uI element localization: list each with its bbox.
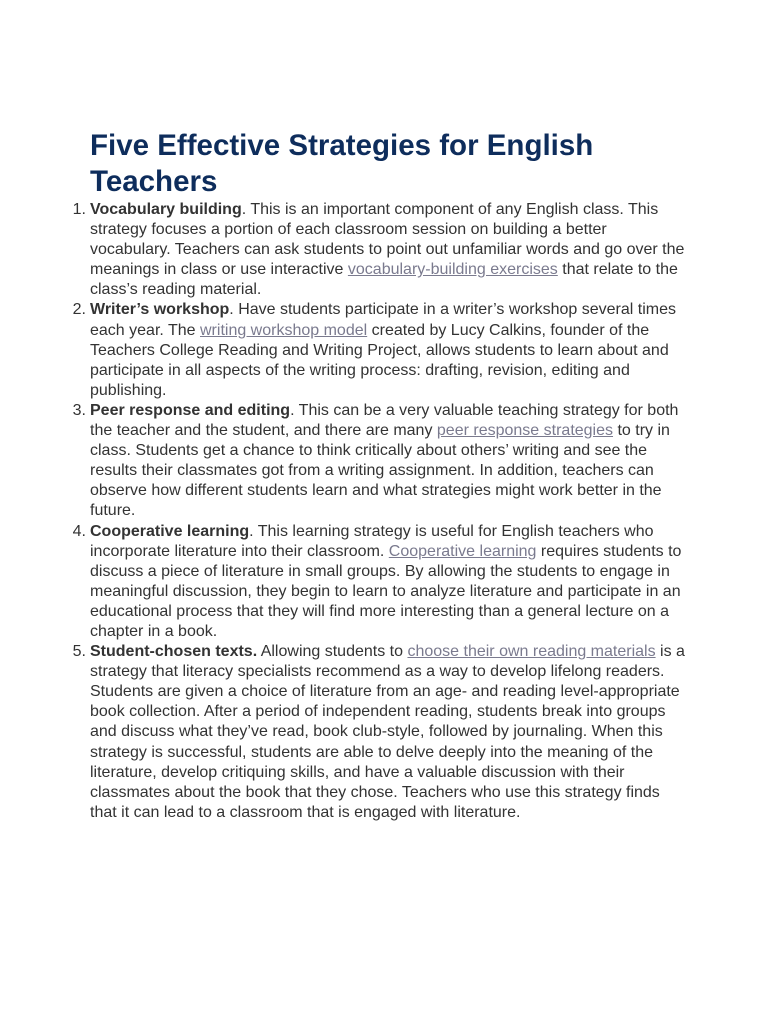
strategy-text: Allowing students to bbox=[257, 643, 408, 661]
strategy-link[interactable]: peer response strategies bbox=[436, 422, 614, 440]
list-item bbox=[72, 642, 686, 823]
list-item bbox=[72, 300, 686, 400]
list-number: 4. bbox=[72, 522, 86, 540]
page-title: Five Effective Strategies for English Teachers bbox=[90, 129, 594, 198]
list-number: 1. bbox=[72, 201, 86, 218]
strategy-link[interactable]: choose their own reading materials bbox=[407, 643, 656, 661]
strategy-term: Cooperative learning bbox=[90, 522, 250, 540]
strategy-term: Writer’s workshop bbox=[90, 301, 230, 319]
strategy-text: is a strategy that literacy specialists recommend as a way to develop lifelong readers. Students are given a choice of literature from an age- and reading level-appropriate book collection. After a period of independent reading, students break into groups and discuss what they’ve read, book club-style, followed by journaling. When this strategy is successful, students are able to delve deeply into the meaning of the literature, develop critiquing skills, and have a valuable discussion with their classmates about the book that they chose. Teachers who use this strategy finds that it can lead to a classroom that is engaged with literature. bbox=[90, 643, 685, 821]
strategy-list bbox=[72, 200, 686, 823]
strategy-term: Student-chosen texts. bbox=[90, 643, 258, 661]
list-number: 2. bbox=[72, 301, 86, 319]
strategy-text: requires students to discuss a piece of literature in small groups. By allowing the students to engage in meaningful discussion, they begin to learn to analyze literature and participate in an educational process that they will find more interesting than a general lecture on a chapter in a book. bbox=[90, 542, 682, 640]
strategy-text: . Have students participate in a writer’s workshop several times each year. The bbox=[90, 301, 677, 339]
strategy-term: Vocabulary building bbox=[90, 201, 242, 218]
strategy-text: created by Lucy Calkins, founder of the Teachers College Reading and Writing Project, allows students to learn about and participate in all aspects of the writing process: drafting, revision, editing and publishing. bbox=[90, 321, 669, 399]
strategy-term: Peer response and editing bbox=[90, 401, 291, 419]
strategy-link[interactable]: writing workshop model bbox=[200, 321, 368, 339]
strategy-link[interactable]: Cooperative learning bbox=[388, 542, 537, 560]
strategy-text: to try in class. Students get a chance to think critically about others’ writing and see the results their classmates got from a writing assignment. In addition, teachers can observe how different students learn and what strategies might work better in the future. bbox=[90, 422, 670, 520]
list-item bbox=[72, 200, 686, 300]
strategy-text: . This is an important component of any English class. This strategy focuses a portion of each classroom session on building a better vocabulary. Teachers can ask students to point out unfamiliar words and go over the meanings in class or use interactive bbox=[90, 201, 685, 279]
list-item bbox=[72, 401, 686, 522]
strategy-text: that relate to the class’s reading material. bbox=[90, 261, 678, 299]
list-number: 5. bbox=[72, 643, 86, 661]
list-number: 3. bbox=[72, 401, 86, 419]
strategy-text: . This learning strategy is useful for English teachers who incorporate literature into their classroom. bbox=[90, 522, 654, 560]
strategy-text: . This can be a very valuable teaching strategy for both the teacher and the student, and there are many bbox=[90, 401, 679, 440]
list-item bbox=[72, 522, 686, 643]
strategy-link[interactable]: vocabulary-building exercises bbox=[347, 261, 558, 279]
